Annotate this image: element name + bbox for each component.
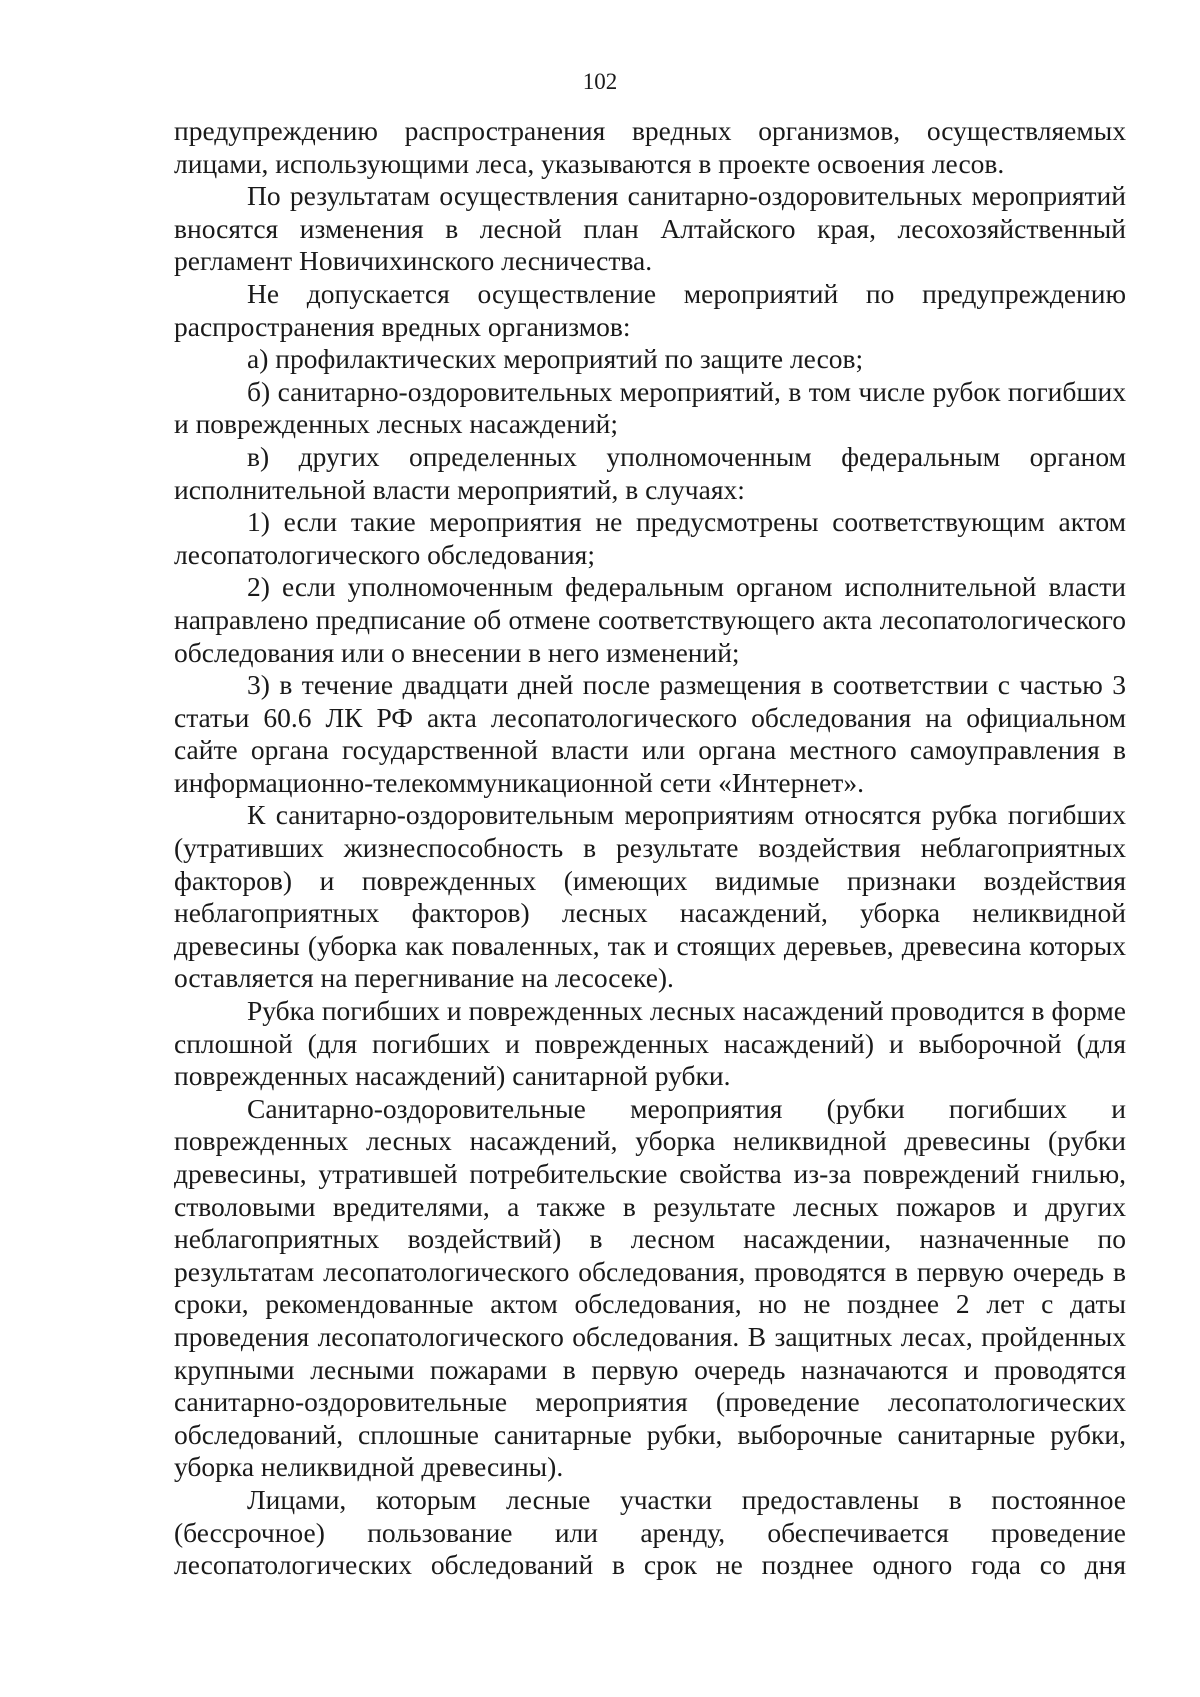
list-item-a: а) профилактических мероприятий по защите лесов; — [247, 343, 864, 375]
list-item-1: 1) если такие мероприятия не предусмотрены соответствующим актом лесопатологического обследования; — [174, 506, 1126, 570]
list-item-v: в) других определенных уполномоченным федеральным органом исполнительной власти мероприятий, в случаях: — [174, 440, 1126, 505]
list-item-3: 3) в течение двадцати дней после размещения в соответствии с частью 3 статьи 60.6 ЛК РФ акта лесопатологического обследования на официальном сайте органа государственной власти или органа местного самоуправления в информационно-телекоммуникационной сети «Интернет». — [174, 669, 1126, 798]
paragraph-lessees: Лицами, которым лесные участки предоставлены в постоянное (бессрочное) пользование или аренду, обеспечивается проведение лесопатологических обследований в срок не позднее одного года со дня — [174, 1483, 1126, 1581]
paragraph-sanitary-measures: К санитарно-оздоровительным мероприятиям относятся рубка погибших (утративших жизнеспособность в результате воздействия неблагоприятных факторов) и поврежденных (имеющих видимые признаки воздействия неблагоприятных факторов) лесных насаждений, уборка неликвидной древесины (уборка как поваленных, так и стоящих деревьев, древесина которых оставляется на перегнивание на лесосеке). — [174, 799, 1126, 994]
paragraph-felling-forms: Рубка погибших и поврежденных лесных насаждений проводится в форме сплошной (для погибших и поврежденных насаждений) и выборочной (для поврежденных насаждений) санитарной рубки. — [174, 995, 1126, 1092]
paragraph-not-allowed: Не допускается осуществление мероприятий по предупреждению распространения вредных организмов: — [174, 277, 1126, 342]
paragraph-results: По результатам осуществления санитарно-оздоровительных мероприятий вносятся изменения в лесной план Алтайского края, лесохозяйственный регламент Новичихинского лесничества. — [174, 180, 1126, 277]
document-body — [174, 115, 1126, 1582]
paragraph-sanitary-timing: Санитарно-оздоровительные мероприятия (рубки погибших и поврежденных лесных насаждений, уборка неликвидной древесины (рубки древесины, утратившей потребительские свойства из-за повреждений гнилью, стволовыми вредителями, а также в результате лесных пожаров и других неблагоприятных воздействий) в лесном насаждении, назначенные по результатам лесопатологического обследования, проводятся в первую очередь в сроки, рекомендованные актом обследования, но не позднее 2 лет с даты проведения лесопатологического обследования. В защитных лесах, пройденных крупными лесными пожарами в первую очередь назначаются и проводятся санитарно-оздоровительные мероприятия (проведение лесопатологических обследований, сплошные санитарные рубки, выборочные санитарные рубки, уборка неликвидной древесины). — [174, 1092, 1126, 1483]
page-number: 102 — [582, 69, 618, 94]
list-item-b: б) санитарно-оздоровительных мероприятий, в том числе рубок погибших и поврежденных лесных насаждений; — [174, 375, 1126, 440]
paragraph-continuation: предупреждению распространения вредных организмов, осуществляемых лицами, использующими леса, указываются в проекте освоения лесов. — [174, 115, 1126, 179]
list-item-2: 2) если уполномоченным федеральным органом исполнительной власти направлено предписание об отмене соответствующего акта лесопатологического обследования или о внесении в него изменений; — [174, 571, 1126, 668]
